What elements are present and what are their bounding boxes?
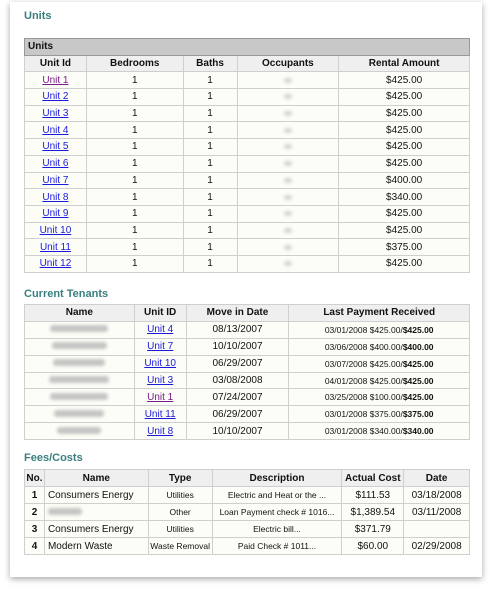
unit-link[interactable]: Unit 3 bbox=[147, 375, 174, 386]
last-payment-cell bbox=[289, 389, 470, 406]
rental-amount-cell: $375.00 bbox=[339, 239, 470, 256]
payment-amount: $425.00 bbox=[402, 392, 434, 403]
baths-cell: 1 bbox=[183, 139, 237, 156]
baths-cell: 1 bbox=[183, 89, 237, 106]
last-payment-cell bbox=[289, 321, 470, 338]
unit-link[interactable]: Unit 1 bbox=[42, 74, 69, 86]
redacted-occupants bbox=[284, 211, 292, 216]
redacted-occupants bbox=[284, 161, 292, 166]
move-in-date-cell: 08/13/2007 bbox=[186, 321, 289, 338]
col-unit-id: Unit ID bbox=[134, 305, 186, 322]
report-page bbox=[10, 2, 482, 577]
redacted-occupants bbox=[284, 144, 292, 149]
units-section-title: Units bbox=[24, 10, 52, 22]
unit-id-cell bbox=[25, 105, 87, 122]
baths-cell: 1 bbox=[183, 189, 237, 206]
last-payment-cell bbox=[289, 372, 470, 389]
redacted-name bbox=[48, 508, 82, 515]
units-table-caption: Units bbox=[25, 39, 470, 56]
unit-id-cell bbox=[25, 172, 87, 189]
payment-detail: 04/01/2008 $425.00/ bbox=[324, 375, 403, 386]
occupants-cell bbox=[237, 239, 339, 256]
fee-cost-cell: $111.53 bbox=[342, 487, 404, 504]
move-in-date-cell: 06/29/2007 bbox=[186, 355, 289, 372]
redacted-occupants bbox=[284, 128, 292, 133]
occupants-cell bbox=[237, 205, 339, 222]
unit-id-cell bbox=[25, 139, 87, 156]
table-row bbox=[25, 89, 470, 106]
occupants-cell bbox=[237, 122, 339, 139]
baths-cell: 1 bbox=[183, 155, 237, 172]
payment-amount: $425.00 bbox=[402, 324, 434, 335]
unit-link[interactable]: Unit 4 bbox=[147, 324, 174, 336]
col-actual-cost: Actual Cost bbox=[342, 470, 404, 487]
bedrooms-cell: 1 bbox=[86, 222, 183, 239]
tenant-name-cell bbox=[25, 355, 135, 372]
col-bedrooms: Bedrooms bbox=[86, 55, 183, 72]
redacted-name bbox=[49, 376, 109, 383]
fee-type-cell: Utilities bbox=[148, 487, 212, 504]
occupants-cell bbox=[237, 222, 339, 239]
unit-id-cell bbox=[134, 406, 186, 423]
occupants-cell bbox=[237, 255, 339, 272]
last-payment-cell bbox=[289, 355, 470, 372]
tenant-name-cell bbox=[25, 423, 135, 440]
fee-name-cell bbox=[44, 504, 148, 521]
redacted-name bbox=[54, 410, 104, 417]
bedrooms-cell: 1 bbox=[86, 139, 183, 156]
redacted-occupants bbox=[284, 228, 292, 233]
table-row bbox=[25, 389, 470, 406]
bedrooms-cell: 1 bbox=[86, 255, 183, 272]
table-row bbox=[25, 338, 470, 355]
fee-date-cell: 03/18/2008 bbox=[404, 487, 470, 504]
table-row bbox=[25, 321, 470, 338]
bedrooms-cell: 1 bbox=[86, 122, 183, 139]
unit-link[interactable]: Unit 7 bbox=[147, 341, 174, 353]
tenant-name-cell bbox=[25, 338, 135, 355]
table-row bbox=[25, 189, 470, 206]
move-in-date-cell: 10/10/2007 bbox=[186, 338, 289, 355]
table-row bbox=[25, 355, 470, 372]
fee-number-cell: 1 bbox=[25, 487, 45, 504]
fee-type-cell: Other bbox=[148, 504, 212, 521]
rental-amount-cell: $425.00 bbox=[339, 105, 470, 122]
unit-link[interactable]: Unit 1 bbox=[147, 391, 174, 403]
rental-amount-cell: $425.00 bbox=[339, 89, 470, 106]
move-in-date-cell: 06/29/2007 bbox=[186, 406, 289, 423]
table-row bbox=[25, 239, 470, 256]
fee-name-cell: Consumers Energy bbox=[44, 521, 148, 538]
occupants-cell bbox=[237, 105, 339, 122]
fee-cost-cell: $60.00 bbox=[342, 538, 404, 555]
col-name: Name bbox=[25, 305, 135, 322]
bedrooms-cell: 1 bbox=[86, 72, 183, 89]
unit-link[interactable]: Unit 10 bbox=[144, 358, 176, 370]
redacted-name bbox=[50, 393, 108, 400]
redacted-occupants bbox=[284, 245, 292, 250]
rental-amount-cell: $400.00 bbox=[339, 172, 470, 189]
redacted-name bbox=[52, 342, 107, 349]
payment-detail: 03/01/2008 $375.00/ bbox=[324, 409, 403, 420]
unit-id-cell bbox=[25, 205, 87, 222]
unit-link[interactable]: Unit 5 bbox=[42, 141, 69, 153]
unit-link[interactable]: Unit 4 bbox=[42, 124, 69, 136]
payment-amount: $340.00 bbox=[402, 426, 434, 437]
col-unit-id: Unit Id bbox=[25, 55, 87, 72]
bedrooms-cell: 1 bbox=[86, 155, 183, 172]
redacted-occupants bbox=[284, 78, 292, 83]
table-row bbox=[25, 155, 470, 172]
redacted-name bbox=[50, 325, 108, 332]
last-payment-cell bbox=[289, 338, 470, 355]
payment-detail: 03/25/2008 $100.00/ bbox=[324, 392, 403, 403]
tenant-name-cell bbox=[25, 321, 135, 338]
col-baths: Baths bbox=[183, 55, 237, 72]
unit-link[interactable]: Unit 2 bbox=[42, 91, 69, 103]
col-no: No. bbox=[25, 470, 45, 487]
col-description: Description bbox=[212, 470, 342, 487]
occupants-cell bbox=[237, 89, 339, 106]
unit-id-cell bbox=[25, 189, 87, 206]
tenant-name-cell bbox=[25, 372, 135, 389]
col-type: Type bbox=[148, 470, 212, 487]
rental-amount-cell: $425.00 bbox=[339, 139, 470, 156]
table-row bbox=[25, 423, 470, 440]
rental-amount-cell: $425.00 bbox=[339, 155, 470, 172]
payment-amount: $425.00 bbox=[402, 375, 434, 386]
baths-cell: 1 bbox=[183, 239, 237, 256]
table-row bbox=[25, 122, 470, 139]
baths-cell: 1 bbox=[183, 205, 237, 222]
fee-number-cell: 4 bbox=[25, 538, 45, 555]
fees-table bbox=[24, 469, 470, 555]
baths-cell: 1 bbox=[183, 72, 237, 89]
bedrooms-cell: 1 bbox=[86, 205, 183, 222]
fee-description-cell: Paid Check # 1011... bbox=[212, 538, 342, 555]
table-row bbox=[25, 139, 470, 156]
redacted-occupants bbox=[284, 261, 292, 266]
unit-id-cell bbox=[134, 338, 186, 355]
unit-id-cell bbox=[25, 222, 87, 239]
unit-id-cell bbox=[134, 355, 186, 372]
redacted-occupants bbox=[284, 195, 292, 200]
rental-amount-cell: $425.00 bbox=[339, 72, 470, 89]
occupants-cell bbox=[237, 72, 339, 89]
unit-id-cell bbox=[25, 155, 87, 172]
redacted-name bbox=[53, 359, 105, 366]
table-row bbox=[25, 372, 470, 389]
redacted-occupants bbox=[284, 94, 292, 99]
fee-description-cell: Loan Payment check # 1016... bbox=[212, 504, 342, 521]
payment-detail: 03/01/2008 $425.00/ bbox=[324, 324, 403, 335]
fee-number-cell: 2 bbox=[25, 504, 45, 521]
unit-link[interactable]: Unit 12 bbox=[39, 258, 72, 270]
rental-amount-cell: $425.00 bbox=[339, 205, 470, 222]
col-last-payment: Last Payment Received bbox=[289, 305, 470, 322]
rental-amount-cell: $425.00 bbox=[339, 122, 470, 139]
unit-link[interactable]: Unit 8 bbox=[42, 191, 69, 203]
table-row bbox=[25, 72, 470, 89]
table-row bbox=[25, 172, 470, 189]
last-payment-cell bbox=[289, 406, 470, 423]
redacted-occupants bbox=[284, 111, 292, 116]
tenant-name-cell bbox=[25, 406, 135, 423]
payment-amount: $375.00 bbox=[402, 409, 434, 420]
unit-id-cell bbox=[25, 72, 87, 89]
fee-cost-cell: $371.79 bbox=[342, 521, 404, 538]
baths-cell: 1 bbox=[183, 172, 237, 189]
unit-link[interactable]: Unit 7 bbox=[42, 174, 69, 186]
unit-id-cell bbox=[25, 255, 87, 272]
table-row bbox=[25, 487, 470, 504]
occupants-cell bbox=[237, 139, 339, 156]
bedrooms-cell: 1 bbox=[86, 189, 183, 206]
col-occupants: Occupants bbox=[237, 55, 339, 72]
unit-id-cell bbox=[134, 423, 186, 440]
unit-link[interactable]: Unit 11 bbox=[144, 408, 176, 420]
table-row bbox=[25, 521, 470, 538]
fee-name-cell: Modern Waste bbox=[44, 538, 148, 555]
unit-link[interactable]: Unit 11 bbox=[39, 241, 71, 253]
unit-link[interactable]: Unit 6 bbox=[42, 158, 69, 170]
bedrooms-cell: 1 bbox=[86, 89, 183, 106]
payment-detail: 03/01/2008 $340.00/ bbox=[324, 426, 403, 437]
bedrooms-cell: 1 bbox=[86, 172, 183, 189]
last-payment-cell bbox=[289, 423, 470, 440]
rental-amount-cell: $425.00 bbox=[339, 222, 470, 239]
baths-cell: 1 bbox=[183, 122, 237, 139]
col-name: Name bbox=[44, 470, 148, 487]
fee-date-cell bbox=[404, 521, 470, 538]
move-in-date-cell: 10/10/2007 bbox=[186, 423, 289, 440]
fees-section-title: Fees/Costs bbox=[24, 452, 83, 464]
unit-id-cell bbox=[25, 122, 87, 139]
col-rental-amount: Rental Amount bbox=[339, 55, 470, 72]
payment-amount: $425.00 bbox=[402, 358, 434, 369]
unit-link[interactable]: Unit 9 bbox=[42, 208, 69, 220]
fee-description-cell: Electric and Heat or the ... bbox=[212, 487, 342, 504]
bedrooms-cell: 1 bbox=[86, 105, 183, 122]
payment-amount: $400.00 bbox=[402, 341, 434, 352]
rental-amount-cell: $425.00 bbox=[339, 255, 470, 272]
units-table bbox=[24, 38, 470, 273]
col-date: Date bbox=[404, 470, 470, 487]
table-row bbox=[25, 205, 470, 222]
redacted-occupants bbox=[284, 178, 292, 183]
unit-id-cell bbox=[25, 89, 87, 106]
baths-cell: 1 bbox=[183, 255, 237, 272]
fee-date-cell: 02/29/2008 bbox=[404, 538, 470, 555]
table-row bbox=[25, 105, 470, 122]
table-row bbox=[25, 406, 470, 423]
table-row bbox=[25, 538, 470, 555]
occupants-cell bbox=[237, 172, 339, 189]
occupants-cell bbox=[237, 155, 339, 172]
fee-description-cell: Electric bill... bbox=[212, 521, 342, 538]
fee-date-cell: 03/11/2008 bbox=[404, 504, 470, 521]
unit-link[interactable]: Unit 10 bbox=[39, 224, 72, 236]
unit-id-cell bbox=[134, 372, 186, 389]
tenants-section-title: Current Tenants bbox=[24, 288, 109, 300]
occupants-cell bbox=[237, 189, 339, 206]
col-move-in-date: Move in Date bbox=[186, 305, 289, 322]
fee-name-cell: Consumers Energy bbox=[44, 487, 148, 504]
table-row bbox=[25, 222, 470, 239]
move-in-date-cell: 07/24/2007 bbox=[186, 389, 289, 406]
unit-id-cell bbox=[134, 321, 186, 338]
unit-link[interactable]: Unit 3 bbox=[42, 108, 69, 120]
fee-type-cell: Utilities bbox=[148, 521, 212, 538]
payment-detail: 03/06/2008 $400.00/ bbox=[324, 341, 403, 352]
table-row bbox=[25, 255, 470, 272]
table-row bbox=[25, 504, 470, 521]
unit-link[interactable]: Unit 8 bbox=[147, 425, 174, 437]
bedrooms-cell: 1 bbox=[86, 239, 183, 256]
payment-detail: 03/07/2008 $425.00/ bbox=[324, 358, 403, 369]
move-in-date-cell: 03/08/2008 bbox=[186, 372, 289, 389]
unit-id-cell bbox=[25, 239, 87, 256]
tenants-table bbox=[24, 304, 470, 440]
fee-type-cell: Waste Removal bbox=[148, 538, 212, 555]
rental-amount-cell: $340.00 bbox=[339, 189, 470, 206]
baths-cell: 1 bbox=[183, 222, 237, 239]
tenant-name-cell bbox=[25, 389, 135, 406]
fee-cost-cell: $1,389.54 bbox=[342, 504, 404, 521]
redacted-name bbox=[57, 427, 101, 434]
unit-id-cell bbox=[134, 389, 186, 406]
fee-number-cell: 3 bbox=[25, 521, 45, 538]
baths-cell: 1 bbox=[183, 105, 237, 122]
